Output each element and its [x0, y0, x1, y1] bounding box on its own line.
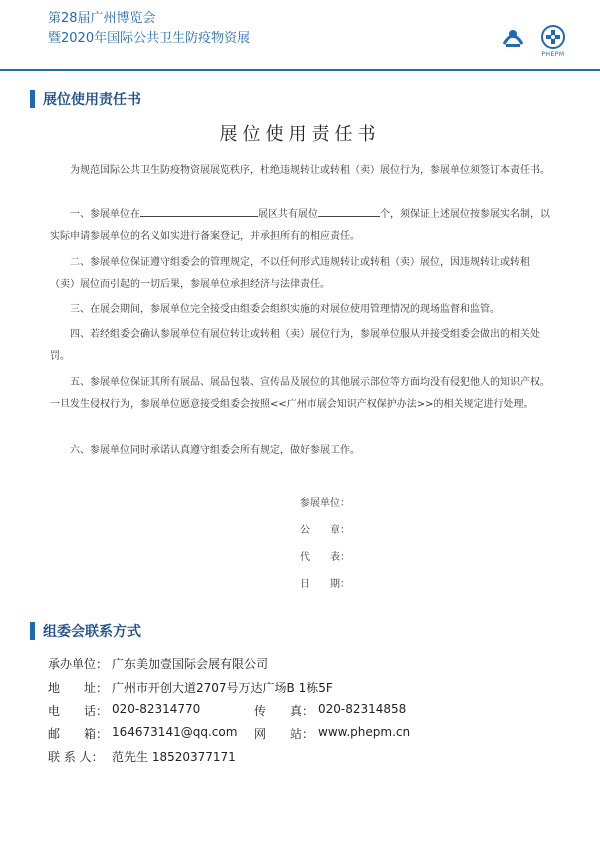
contact-email-web	[48, 725, 410, 742]
signature-date	[300, 575, 360, 590]
paragraph-6: 六、参展单位同时承诺认真遵守组委会所有规定，做好参展工作。	[70, 445, 360, 456]
section-marker	[30, 622, 35, 640]
paragraph-3: 三、在展会期间，参展单位完全接受由组委会组织实施的对展位使用管理情况的现场监督和监管。	[70, 304, 500, 315]
booth-area-blank	[140, 204, 258, 217]
contact-web-label: 网 站：	[254, 727, 315, 741]
contact-person	[48, 748, 236, 765]
contact-organizer	[48, 655, 268, 672]
signature-representative-label: 代 表：	[300, 552, 350, 563]
signature-representative	[300, 548, 360, 563]
contact-phone-label: 电 话：	[48, 704, 109, 718]
booth-count-blank	[318, 204, 380, 217]
contact-phone-value: 020-82314770	[112, 702, 201, 716]
contact-address-label: 地 址：	[48, 681, 109, 695]
signature-seal	[300, 521, 360, 536]
contact-web-value[interactable]: www.phepm.cn	[318, 725, 411, 739]
signature-exhibitor	[300, 494, 360, 509]
contact-fax-label: 传 真：	[254, 704, 315, 718]
paragraph-1	[50, 204, 550, 248]
header-logos	[500, 24, 566, 58]
signature-date-label: 日 期：	[300, 579, 350, 590]
expo-logo	[500, 24, 526, 50]
paragraph-1-part-a: 一、参展单位在	[70, 209, 140, 220]
document-title: 展位使用责任书	[219, 124, 381, 145]
contact-address	[48, 679, 333, 696]
section-marker	[30, 90, 35, 108]
header-divider	[0, 69, 600, 71]
signature-exhibitor-label: 参展单位：	[300, 498, 350, 509]
phepm-logo	[540, 24, 566, 58]
contact-email-label: 邮 箱：	[48, 727, 109, 741]
phepm-logo-caption: PHEPM	[541, 51, 565, 58]
contact-phone-fax	[48, 702, 406, 719]
header-title-line2: 暨2020年国际公共卫生防疫物资展	[48, 31, 251, 46]
contact-address-value: 广州市开创大道2707号万达广场B 1栋5F	[112, 681, 333, 695]
section-contact-heading	[30, 621, 141, 641]
section-responsibility-heading	[30, 89, 141, 109]
signature-seal-label: 公 章：	[300, 525, 350, 536]
paragraph-intro: 为规范国际公共卫生防疫物资展展览秩序，杜绝违规转让或转租（卖）展位行为，参展单位须签订本责任书。	[70, 165, 550, 176]
contact-fax-value: 020-82314858	[318, 702, 407, 716]
header-title-line1: 第28届广州博览会	[48, 11, 156, 26]
paragraph-1-part-c: 个，须保证上述展位按参展实名制，以实际申请参展单位的名义如实进行备案登记，并承担所有的相应责任。	[50, 209, 550, 242]
paragraph-1-part-b: 展区共有展位	[258, 209, 318, 220]
section-title: 展位使用责任书	[43, 92, 141, 108]
contact-organizer-value: 广东美加壹国际会展有限公司	[112, 657, 269, 671]
paragraph-2: 二、参展单位保证遵守组委会的管理规定，不以任何形式违规转让或转租（卖）展位，因违规转让或转租（卖）展位而引起的一切后果，参展单位承担经济与法律责任。	[50, 257, 530, 290]
contact-email-value[interactable]: 164673141@qq.com	[112, 725, 238, 739]
section-title: 组委会联系方式	[43, 624, 141, 640]
contact-person-value: 范先生 18520377171	[112, 750, 236, 764]
contact-organizer-label: 承办单位：	[48, 657, 109, 671]
paragraph-4: 四、若经组委会确认参展单位有展位转让或转租（卖）展位行为，参展单位服从并接受组委会做出的相关处罚。	[50, 329, 540, 362]
paragraph-5: 五、参展单位保证其所有展品、展品包装、宣传品及展位的其他展示部位等方面均没有侵犯他人的知识产权。一旦发生侵权行为，参展单位愿意接受组委会按照<<广州市展会知识产权保护办法>>的相关规定进行处理。	[50, 377, 550, 410]
header-title	[48, 9, 250, 49]
contact-person-label: 联 系 人：	[48, 750, 104, 764]
